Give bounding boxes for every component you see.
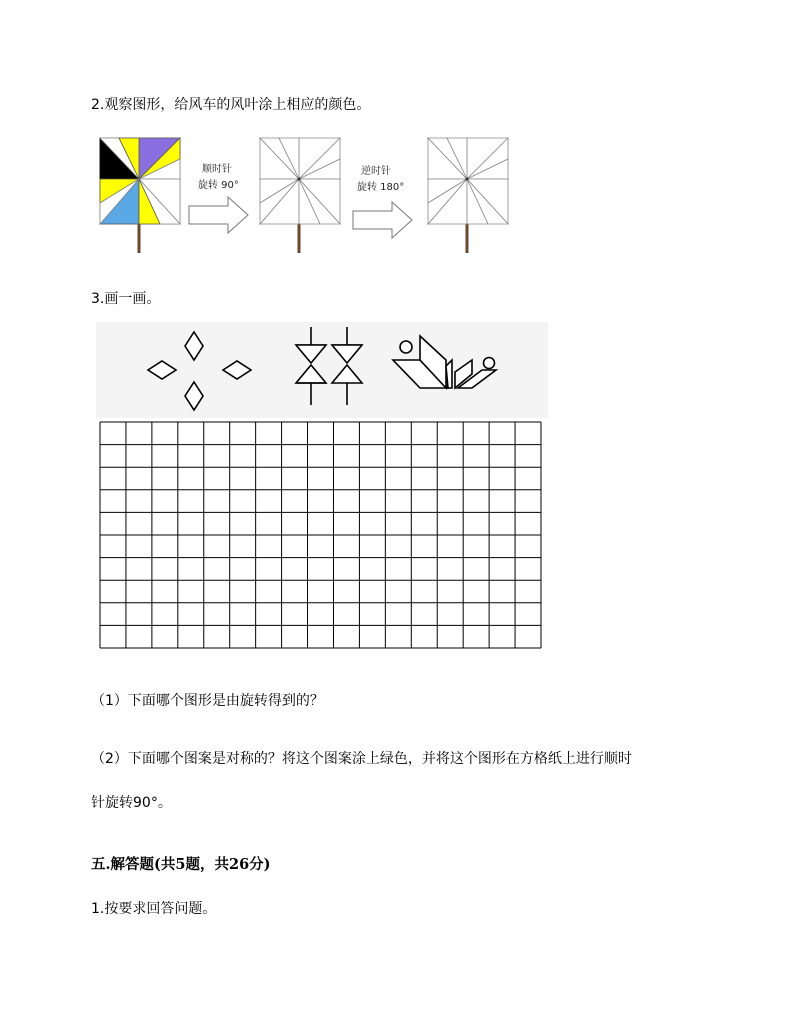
arrow-2-label: 逆时针 旋转 180° (357, 166, 405, 193)
question-3-sub-2-line-1: （2）下面哪个图案是对称的？将这个图案涂上绿色，并将这个图形在方格纸上进行顺时 (91, 751, 632, 767)
section-5-question-1: 1.按要求回答问题。 (91, 901, 217, 917)
blank-pinwheel-figure-1 (259, 133, 342, 253)
triangles-pattern (293, 325, 365, 409)
rotate-arrow-2 (352, 200, 414, 240)
question-3-sub-1: （1）下面哪个图形是由旋转得到的？ (91, 693, 324, 709)
question-3-title: 3.画一画。 (91, 291, 161, 307)
section-5-heading: 五.解答题(共5题，共26分) (91, 856, 271, 873)
question-3-sub-2-line-2: 针旋转90°。 (91, 795, 172, 811)
question-2-title: 2.观察图形，给风车的风叶涂上相应的颜色。 (91, 97, 371, 113)
diamonds-pattern (145, 328, 260, 414)
arrow-1-label: 顺时针 旋转 90° (198, 164, 239, 191)
square-grid-paper (99, 421, 542, 649)
blank-pinwheel-figure-2 (427, 133, 510, 253)
tangram-pattern (390, 330, 502, 400)
rotate-arrow-1 (188, 195, 250, 235)
colored-pinwheel-figure (99, 133, 182, 253)
